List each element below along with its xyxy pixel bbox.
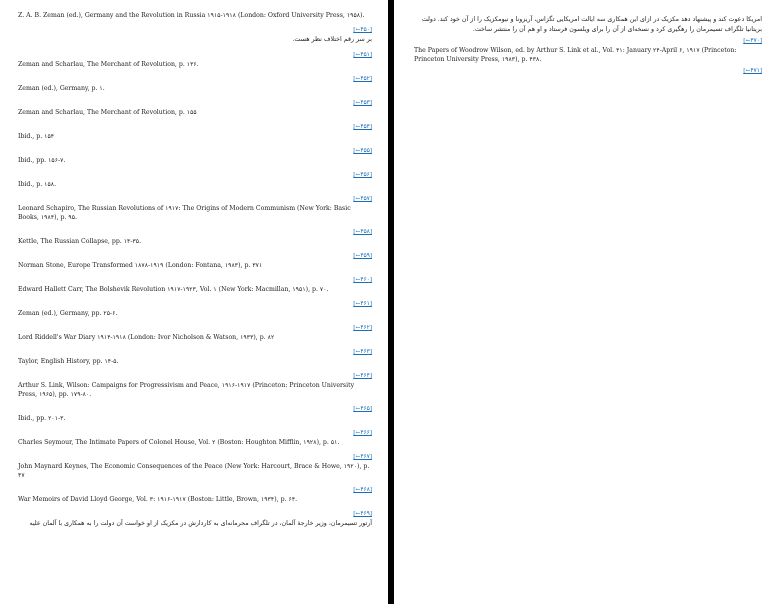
footnote-backlink[interactable]: [←۴۶۶] — [353, 429, 372, 436]
footnote-backlink-container — [18, 229, 372, 236]
footnote-text: Taylor, English History, pp. ۱۴-۵. — [18, 357, 119, 365]
footnote-entry — [18, 511, 372, 529]
footnote-backlink-container — [18, 406, 372, 413]
footnote-text: The Papers of Woodrow Wilson, ed. by Arthur S. Link et al., Vol. ۴۱: January ۲۴-April ۶, ۱۹۱۷ (Princeton: Princeton University Press, ۱۹۸۳), p. ۴۳۸. — [414, 47, 737, 63]
footnote-backlink-container — [18, 430, 372, 437]
footnote-backlink[interactable]: [←۴۵۹] — [353, 252, 372, 259]
footnote-entry — [18, 11, 372, 20]
footnote-backlink-container — [414, 38, 762, 45]
footnote-backlink[interactable]: [←۴۶۲] — [353, 324, 372, 331]
footnote-text: Zeman and Scharlau, The Merchant of Revolution, p. ۱۵۵ — [18, 108, 197, 116]
footnote-entry — [18, 430, 372, 447]
footnote-text: Z. A. B. Zeman (ed.), Germany and the Revolution in Russia ۱۹۱۵-۱۹۱۸ (London: Oxford University Press, ۱۹۵۸). — [18, 12, 365, 19]
footnote-entry — [18, 253, 372, 270]
footnote-text: Zeman (ed.), Germany, p. ۱. — [18, 84, 105, 92]
footnote-text: Lord Riddell's War Diary ۱۹۱۴-۱۹۱۸ (London: Ivor Nicholson & Watson, ۱۹۳۳), p. ۸۲ — [18, 333, 275, 341]
footnote-backlink[interactable]: [←۴۶۴] — [353, 372, 372, 379]
footnote-text: Edward Hallett Carr, The Bolshevik Revolution ۱۹۱۷-۱۹۲۳, Vol. ۱ (New York: Macmillan, ۱۹۵۱), p. ۷۰. — [18, 285, 329, 293]
footnote-entry — [18, 76, 372, 93]
footnote-text: Ibid., pp. ۱۵۶-۷. — [18, 156, 66, 164]
footnote-entry — [18, 196, 372, 222]
footnote-entry — [18, 325, 372, 342]
footnote-entry — [18, 277, 372, 294]
footnote-backlink[interactable]: [←۴۶۳] — [353, 348, 372, 355]
footnote-backlink-container — [18, 277, 372, 284]
footnote-backlink-container — [18, 172, 372, 179]
footnote-entry — [18, 406, 372, 423]
footnote-entry — [18, 124, 372, 141]
footnote-backlink[interactable]: [←۴۵۴] — [353, 123, 372, 130]
footnote-text: Zeman and Scharlau, The Merchant of Revolution, p. ۱۳۶. — [18, 60, 199, 68]
right-page — [394, 0, 782, 604]
footnote-backlink-container — [18, 27, 372, 34]
footnote-backlink[interactable]: [←۴۶۰] — [353, 276, 372, 283]
footnote-backlink[interactable]: [←۴۶۵] — [353, 405, 372, 412]
footnote-backlink[interactable]: [←۴۵۸] — [353, 228, 372, 235]
footnote-backlink-container — [18, 52, 372, 59]
footnote-backlink[interactable]: [←۴۷۰] — [743, 38, 762, 44]
footnote-backlink-container — [18, 511, 372, 518]
footnote-text: John Maynard Keynes, The Economic Consequences of the Peace (New York: Harcourt, Brace & Howe, ۱۹۲۰), p. ۴۷ — [18, 462, 370, 479]
footnote-text: Ibid., p. ۱۵۸. — [18, 180, 57, 188]
footnote-backlink-container — [18, 373, 372, 380]
footnote-backlink-container — [18, 124, 372, 131]
footnote-text: Arthur S. Link, Wilson: Campaigns for Progressivism and Peace, ۱۹۱۶-۱۹۱۷ (Princeton: Princeton University Press, ۱۹۶۵), pp. ۱۷۹-۸۰. — [18, 381, 355, 398]
footnote-text: Ibid., p. ۱۵۴ — [18, 132, 55, 140]
footnote-backlink[interactable]: [←۴۷۱] — [743, 68, 762, 74]
footnote-backlink-container — [18, 454, 372, 461]
footnote-text: امریکا دعوت کند و پیشنهاد دهد مکزیک در ازای این همکاری سه ایالت امریکایی تگزاس، آریزونا و نیومکزیک را از آن خود کند. دولت بریتانیا تلگراف تسیمرمان را رهگیری کرد و نسخه‌ای از آن را برای ویلسون فرستاد و او هم آن را منتشر ساخت. — [421, 16, 762, 33]
footnote-entry — [18, 52, 372, 69]
footnote-backlink[interactable]: [←۴۶۹] — [353, 510, 372, 517]
footnote-text: Leonard Schapiro, The Russian Revolutions of ۱۹۱۷: The Origins of Modern Communism (New York: Basic Books, ۱۹۸۴), p. ۹۵. — [18, 204, 351, 221]
footnote-backlink[interactable]: [←۴۵۷] — [353, 195, 372, 202]
footnote-backlink[interactable]: [←۴۵۱] — [353, 51, 372, 58]
footnote-backlink[interactable]: [←۴۵۲] — [353, 75, 372, 82]
footnote-entry — [18, 172, 372, 189]
footnote-entry — [18, 100, 372, 117]
footnote-backlink[interactable]: [←۴۵۰] — [353, 27, 372, 33]
footnote-backlink-container — [18, 196, 372, 203]
footnote-entry — [414, 68, 762, 75]
footnote-entry — [18, 148, 372, 165]
footnote-backlink[interactable]: [←۴۶۸] — [353, 486, 372, 493]
footnote-text: بر سر رقم اختلاف نظر هست. — [292, 36, 372, 43]
footnote-entry — [414, 15, 762, 34]
footnote-entry — [414, 38, 762, 64]
footnote-backlink-container — [18, 253, 372, 260]
footnote-backlink-container — [18, 487, 372, 494]
footnote-entry — [18, 27, 372, 45]
footnote-text: War Memoirs of David Lloyd George, Vol. ۳: ۱۹۱۶-۱۹۱۷ (Boston: Little, Brown, ۱۹۳۴), p. ۶۴. — [18, 495, 298, 503]
footnote-text: Kettle, The Russian Collapse, pp. ۱۳-۳۵. — [18, 237, 142, 245]
left-page — [0, 0, 388, 604]
footnote-backlink-container — [18, 148, 372, 155]
footnote-backlink-container — [18, 76, 372, 83]
footnote-text: Zeman (ed.), Germany, pp. ۲۵-۶. — [18, 309, 118, 317]
footnote-backlink[interactable]: [←۴۶۷] — [353, 453, 372, 460]
footnote-text: آرتور تسیمرمان، وزیر خارجهٔ آلمان، در تلگراف محرمانه‌ای به کاردارش در مکزیک از او خواست آن دولت را به همکاری با آلمان علیه — [29, 519, 372, 527]
footnote-backlink[interactable]: [←۴۵۳] — [353, 99, 372, 106]
footnote-backlink[interactable]: [←۴۵۵] — [353, 147, 372, 154]
footnote-entry — [18, 349, 372, 366]
footnote-backlink-container — [18, 325, 372, 332]
footnote-backlink-container — [18, 349, 372, 356]
footnote-text: Charles Seymour, The Intimate Papers of Colonel House, Vol. ۲ (Boston: Houghton Mifflin, ۱۹۲۸), p. ۵۱. — [18, 438, 340, 446]
footnote-entry — [18, 373, 372, 399]
footnote-entry — [18, 487, 372, 504]
footnote-backlink-container — [18, 301, 372, 308]
footnote-entry — [18, 301, 372, 318]
footnote-entry — [18, 229, 372, 246]
footnote-text: Ibid., pp. ۲۰۱-۳. — [18, 414, 66, 422]
footnote-backlink[interactable]: [←۴۶۱] — [353, 300, 372, 307]
footnote-backlink[interactable]: [←۴۵۶] — [353, 171, 372, 178]
footnote-entry — [18, 454, 372, 480]
footnote-backlink-container — [414, 68, 762, 75]
footnote-text: Norman Stone, Europe Transformed ۱۸۷۸-۱۹۱۹ (London: Fontana, ۱۹۸۳), p. ۳۷۱ — [18, 261, 263, 269]
footnote-backlink-container — [18, 100, 372, 107]
